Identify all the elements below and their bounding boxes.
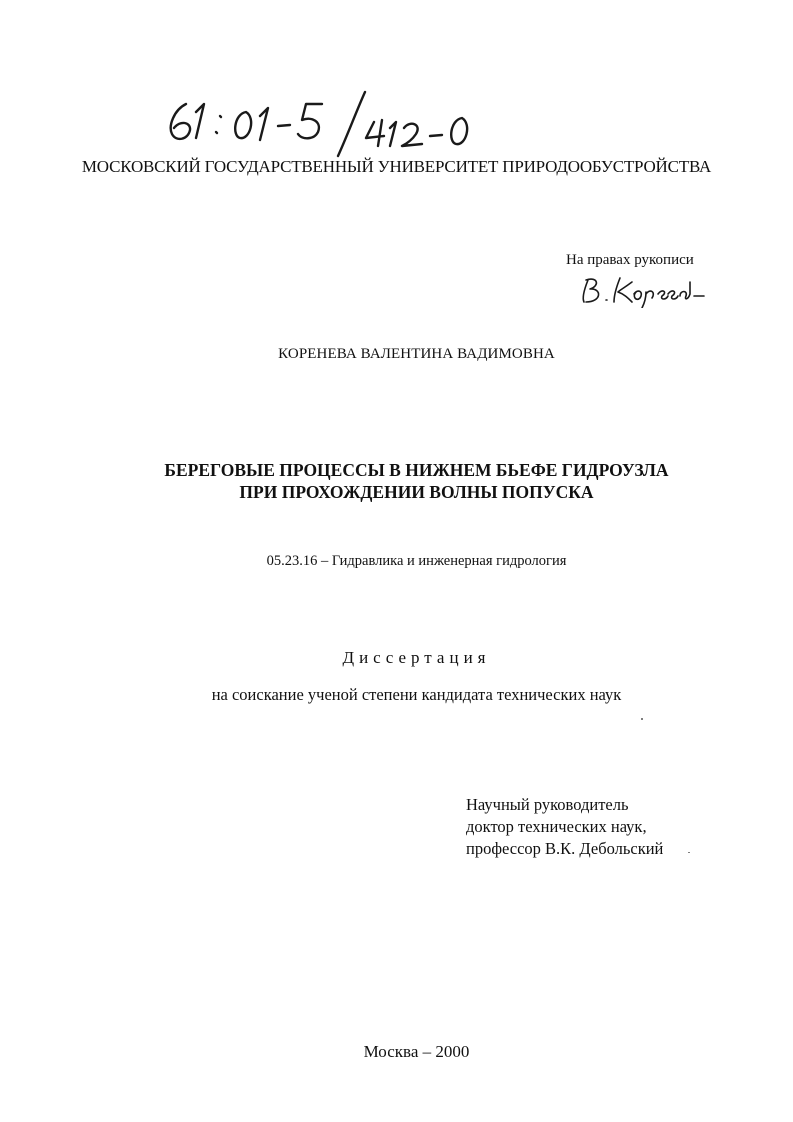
manuscript-rights-note: На правах рукописи [566,252,694,268]
document-type: Диссертация [342,648,491,667]
supervisor-role: Научный руководитель [466,795,629,814]
scientific-supervisor [466,794,663,860]
scan-speck [641,718,643,720]
degree-statement: на соискание ученой степени кандидата технических наук [211,685,622,704]
supervisor-degree: доктор технических наук, [466,817,647,836]
author-signature [576,272,706,308]
handwritten-catalog-code [160,82,490,162]
author-name: КОРЕНЕВА ВАЛЕНТИНА ВАДИМОВНА [278,346,555,362]
university-name: МОСКОВСКИЙ ГОСУДАРСТВЕННЫЙ УНИВЕРСИТЕТ ПРИРОДООБУСТРОЙСТВА [81,157,712,176]
handwritten-code-drawing [160,82,490,162]
scan-speck [688,852,690,853]
supervisor-name: профессор В.К. Дебольский [466,839,664,858]
city-and-year: Москва – 2000 [363,1042,470,1061]
title-line-2: ПРИ ПРОХОЖДЕНИИ ВОЛНЫ ПОПУСКА [239,482,594,502]
specialty-code: 05.23.16 – Гидравлика и инженерная гидрология [266,553,567,569]
signature-drawing [576,272,706,308]
dissertation-title [0,459,793,503]
title-line-1: БЕРЕГОВЫЕ ПРОЦЕССЫ В НИЖНЕМ БЬЕФЕ ГИДРОУЗЛА [164,460,669,480]
